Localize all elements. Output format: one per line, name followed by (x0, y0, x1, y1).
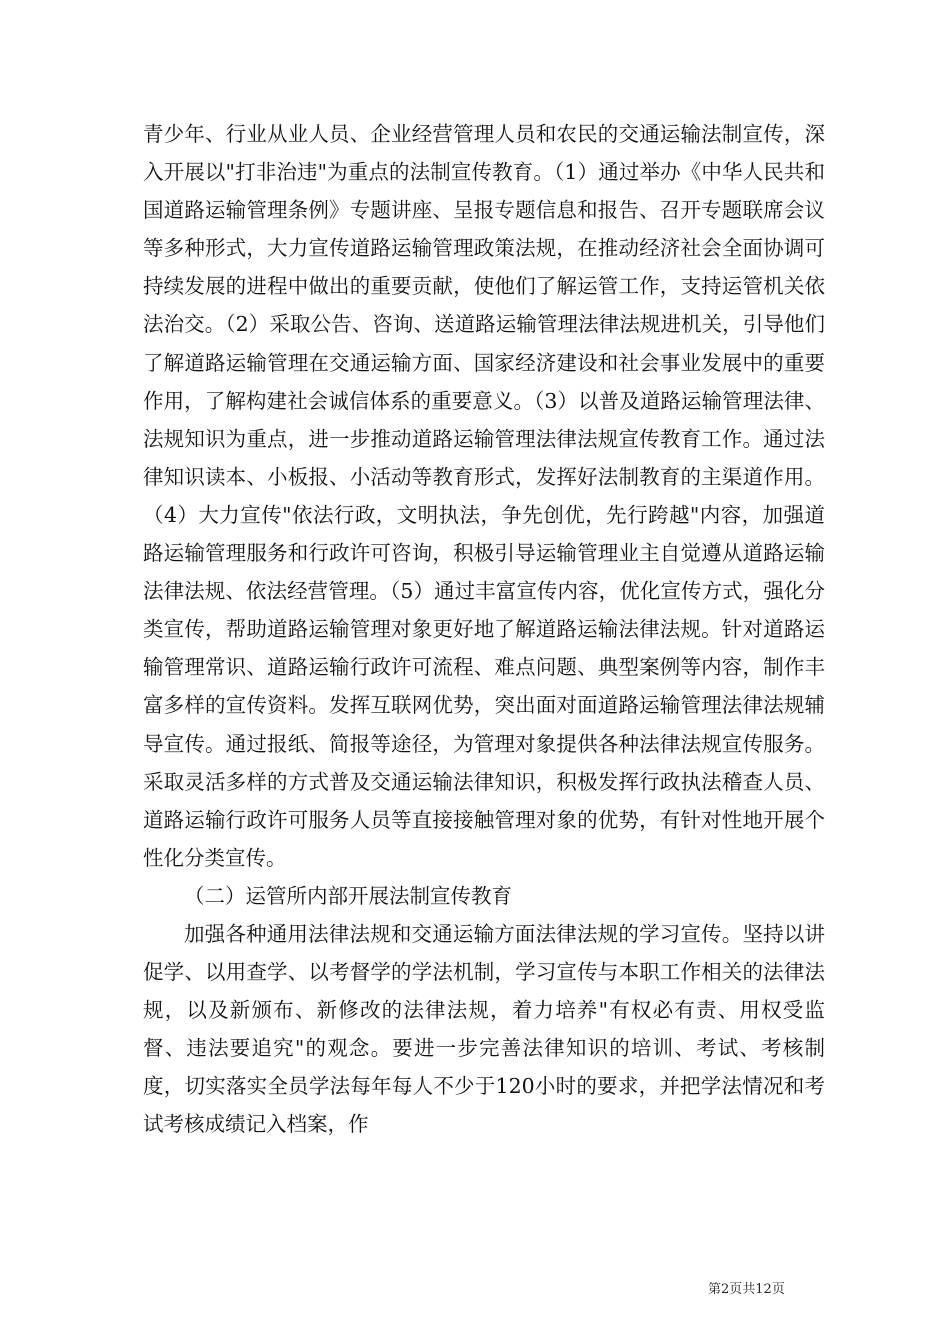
body-paragraph-2: 加强各种通用法律法规和交通运输方面法律法规的学习宣传。坚持以讲促学、以用查学、以考督学的学法机制，学习宣传与本职工作相关的法律法规，以及新颁布、新修改的法律法规，着力培养"有权必有责、用权受监督、违法要追究"的观念。要进一步完善法律知识的培训、考试、考核制度，切实落实全员学法每年每人不少于120小时的要求，并把学法情况和考试考核成绩记入档案，作 (143, 921, 825, 1137)
page-number-footer: 第2页共12页 (708, 1282, 785, 1297)
section-heading: （二）运管所内部开展法制宣传教育 (184, 883, 512, 908)
document-body (143, 115, 825, 1144)
body-paragraph-1: 青少年、行业从业人员、企业经营管理人员和农民的交通运输法制宣传，深入开展以"打非治违"为重点的法制宣传教育。（1）通过举办《中华人民共和国道路运输管理条例》专题讲座、呈报专题信息和报告、召开专题联席会议等多种形式，大力宣传道路运输管理政策法规，在推动经济社会全面协调可持续发展的进程中做出的重要贡献，使他们了解运管工作，支持运管机关依法治交。（2）采取公告、咨询、送道路运输管理法律法规进机关，引导他们了解道路运输管理在交通运输方面、国家经济建设和社会事业发展中的重要作用，了解构建社会诚信体系的重要意义。（3）以普及道路运输管理法律、法规知识为重点，进一步推动道路运输管理法律法规宣传教育工作。通过法律知识读本、小板报、小活动等教育形式，发挥好法制教育的主渠道作用。（4）大力宣传"依法行政，文明执法，争先创优，先行跨越"内容，加强道路运输管理服务和行政许可咨询，积极引导运输管理业主自觉遵从道路运输法律法规、依法经营管理。（5）通过丰富宣传内容，优化宣传方式，强化分类宣传，帮助道路运输管理对象更好地了解道路运输法律法规。针对道路运输管理常识、道路运输行政许可流程、难点问题、典型案例等内容，制作丰富多样的宣传资料。发挥互联网优势，突出面对面道路运输管理法律法规辅导宣传。通过报纸、简报等途径，为管理对象提供各种法律法规宣传服务。采取灵活多样的方式普及交通运输法律知识，积极发挥行政执法稽查人员、道路运输行政许可服务人员等直接接触管理对象的优势，有针对性地开展个性化分类宣传。 (143, 122, 825, 870)
